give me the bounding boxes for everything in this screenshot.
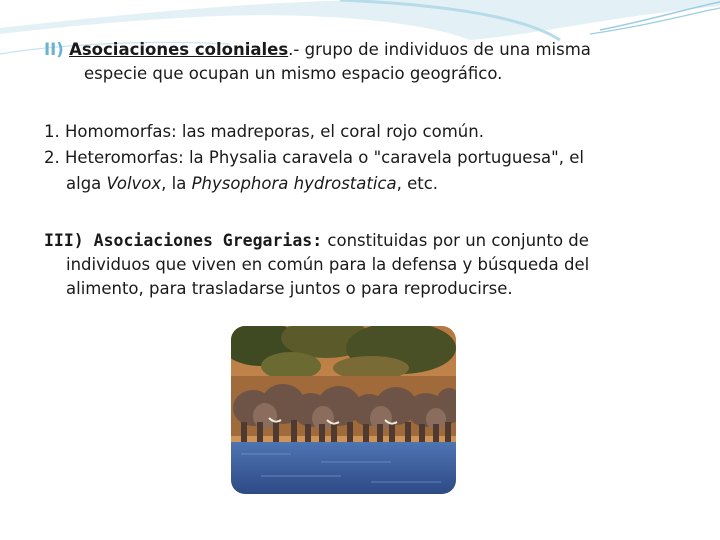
gregarious-term: III) Asociaciones Gregarias: bbox=[44, 231, 323, 250]
list-item-homomorfas: 1. Homomorfas: las madreporas, el coral rojo común. bbox=[44, 122, 484, 141]
elephant-herd-photo bbox=[231, 326, 456, 494]
term-physophora: Physophora hydrostatica bbox=[191, 174, 397, 193]
gregarious-definition-line2: individuos que viven en común para la defensa y búsqueda del bbox=[66, 255, 590, 274]
list-item-heteromorfas: 2. Heteromorfas: la Physalia caravela o "caravela portuguesa", el bbox=[44, 148, 584, 167]
list-item-heteromorfas-cont bbox=[44, 172, 684, 196]
colony-types-list bbox=[44, 120, 684, 196]
text-la: , la bbox=[161, 174, 192, 193]
gregarious-associations-paragraph bbox=[44, 229, 684, 301]
colonial-definition: .- grupo de individuos de una misma bbox=[288, 40, 591, 59]
text-alga: alga bbox=[66, 174, 107, 193]
gregarious-definition: constituidas por un conjunto de bbox=[322, 231, 589, 250]
colonial-definition-line2: especie que ocupan un mismo espacio geográfico. bbox=[84, 64, 503, 83]
gregarious-definition-line3: alimento, para trasladarse juntos o para reproducirse. bbox=[66, 279, 513, 298]
text-etc: , etc. bbox=[396, 174, 439, 193]
colonial-term: Asociaciones coloniales bbox=[69, 40, 289, 59]
term-volvox: Volvox bbox=[106, 174, 162, 193]
colonial-associations-paragraph bbox=[44, 38, 684, 86]
section-number: II) bbox=[44, 40, 64, 59]
